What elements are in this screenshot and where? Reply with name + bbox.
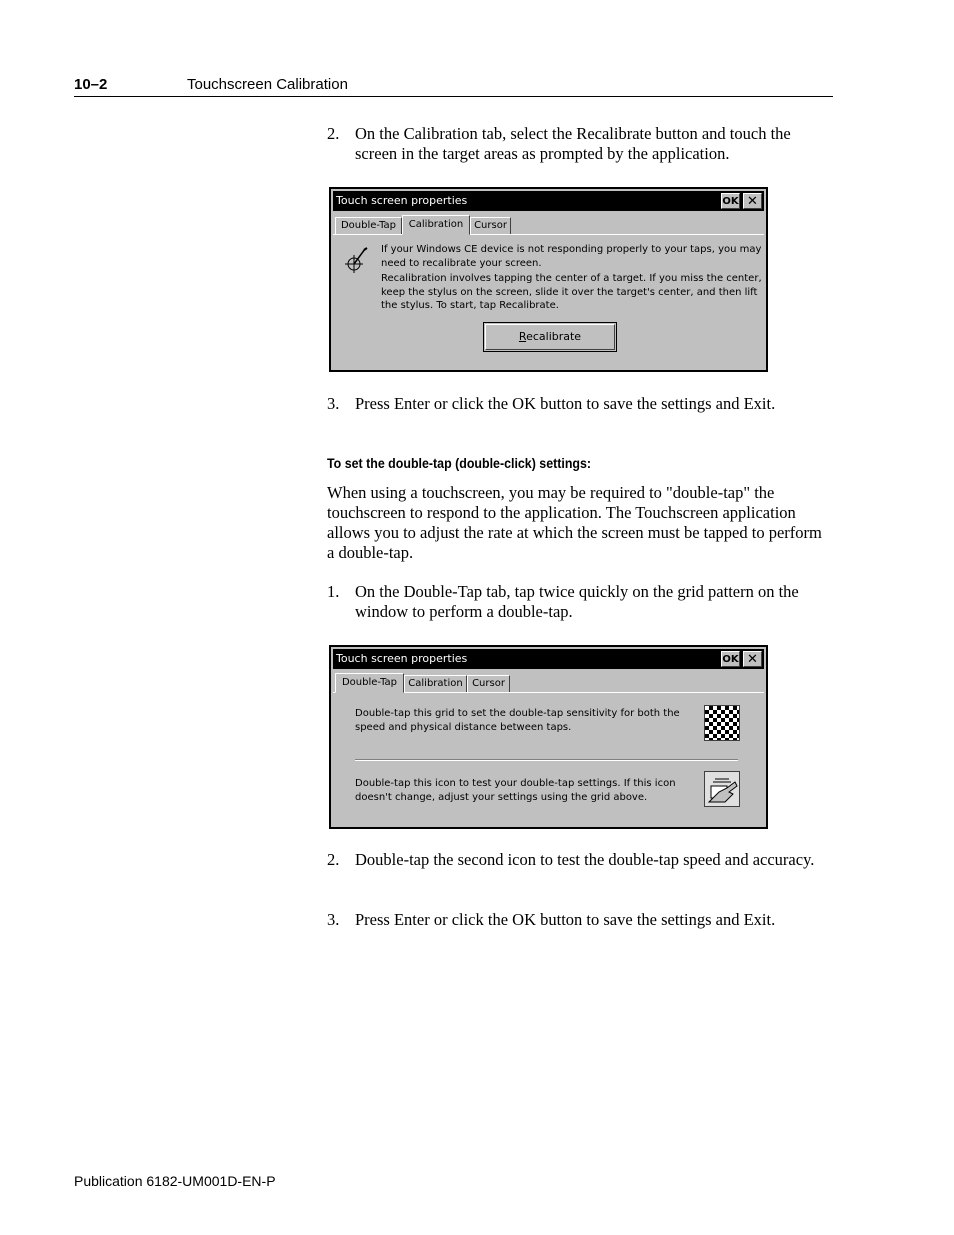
ok-button[interactable]: OK — [721, 651, 740, 667]
tab-cursor[interactable]: Cursor — [467, 675, 510, 692]
test-icon-help-text: Double-tap this icon to test your double-tap settings. If this icon doesn't change, adjust your settings using the grid above. — [355, 778, 676, 803]
grid-help-text: Double-tap this grid to set the double-tap sensitivity for both the speed and physical distance between taps. — [355, 708, 680, 733]
step-number: 3. — [327, 394, 340, 413]
step-number: 2. — [327, 850, 340, 869]
calibration-panel — [333, 234, 764, 368]
calibration-help-text: If your Windows CE device is not responding properly to your taps, you may need to recalibrate your screen. — [381, 244, 762, 269]
step-number: 1. — [327, 582, 340, 601]
dialog-titlebar — [333, 191, 764, 211]
dialog-titlebar — [333, 649, 764, 669]
page-number: 10–2 — [74, 76, 108, 93]
section-paragraph: When using a touchscreen, you may be required to "double-tap" the touchscreen to respond to the application. The Touchscreen application allows you to adjust the rate at which the screen must be tapped to perform a double-tap. — [327, 483, 822, 562]
double-tap-dialog — [329, 645, 768, 829]
checkerboard-grid-icon[interactable] — [704, 705, 740, 741]
step-text: Double-tap the second icon to test the double-tap speed and accuracy. — [355, 850, 815, 869]
step-number: 2. — [327, 124, 340, 143]
tab-calibration[interactable]: Calibration — [402, 215, 470, 235]
tab-cursor[interactable]: Cursor — [470, 217, 511, 234]
calibration-dialog — [329, 187, 768, 372]
hand-tap-icon[interactable] — [704, 771, 740, 807]
tab-double-tap[interactable]: Double-Tap — [335, 217, 402, 234]
dialog-title: Touch screen properties — [336, 652, 468, 665]
tab-double-tap[interactable]: Double-Tap — [335, 673, 404, 693]
step-text: On the Calibration tab, select the Recalibrate button and touch the screen in the target areas as prompted by the application. — [355, 124, 791, 163]
publication-footer: Publication 6182-UM001D-EN-P — [74, 1173, 276, 1189]
double-tap-panel — [333, 692, 764, 825]
dialog-title: Touch screen properties — [336, 194, 468, 207]
tab-strip — [333, 673, 764, 693]
section-title: Touchscreen Calibration — [187, 76, 348, 93]
step-text: On the Double-Tap tab, tap twice quickly on the grid pattern on the window to perform a double-tap. — [355, 582, 799, 621]
page-header — [74, 75, 833, 97]
section-heading: To set the double-tap (double-click) settings: — [327, 456, 592, 471]
stylus-target-icon — [343, 247, 369, 275]
tab-strip — [333, 215, 764, 235]
close-button[interactable]: ✕ — [743, 193, 762, 209]
calibration-instructions: Recalibration involves tapping the center of a target. If you miss the center, keep the stylus on the screen, slide it over the target's center, and then lift the stylus. To start, tap Recalibrate. — [381, 273, 762, 311]
separator — [355, 759, 738, 761]
close-button[interactable]: ✕ — [743, 651, 762, 667]
ok-button[interactable]: OK — [721, 193, 740, 209]
recalibrate-button[interactable] — [483, 322, 617, 352]
recalibrate-label: Recalibrate — [485, 324, 615, 350]
step-number: 3. — [327, 910, 340, 929]
step-text: Press Enter or click the OK button to save the settings and Exit. — [355, 910, 776, 929]
step-text: Press Enter or click the OK button to save the settings and Exit. — [355, 394, 776, 413]
tab-calibration[interactable]: Calibration — [404, 675, 467, 692]
